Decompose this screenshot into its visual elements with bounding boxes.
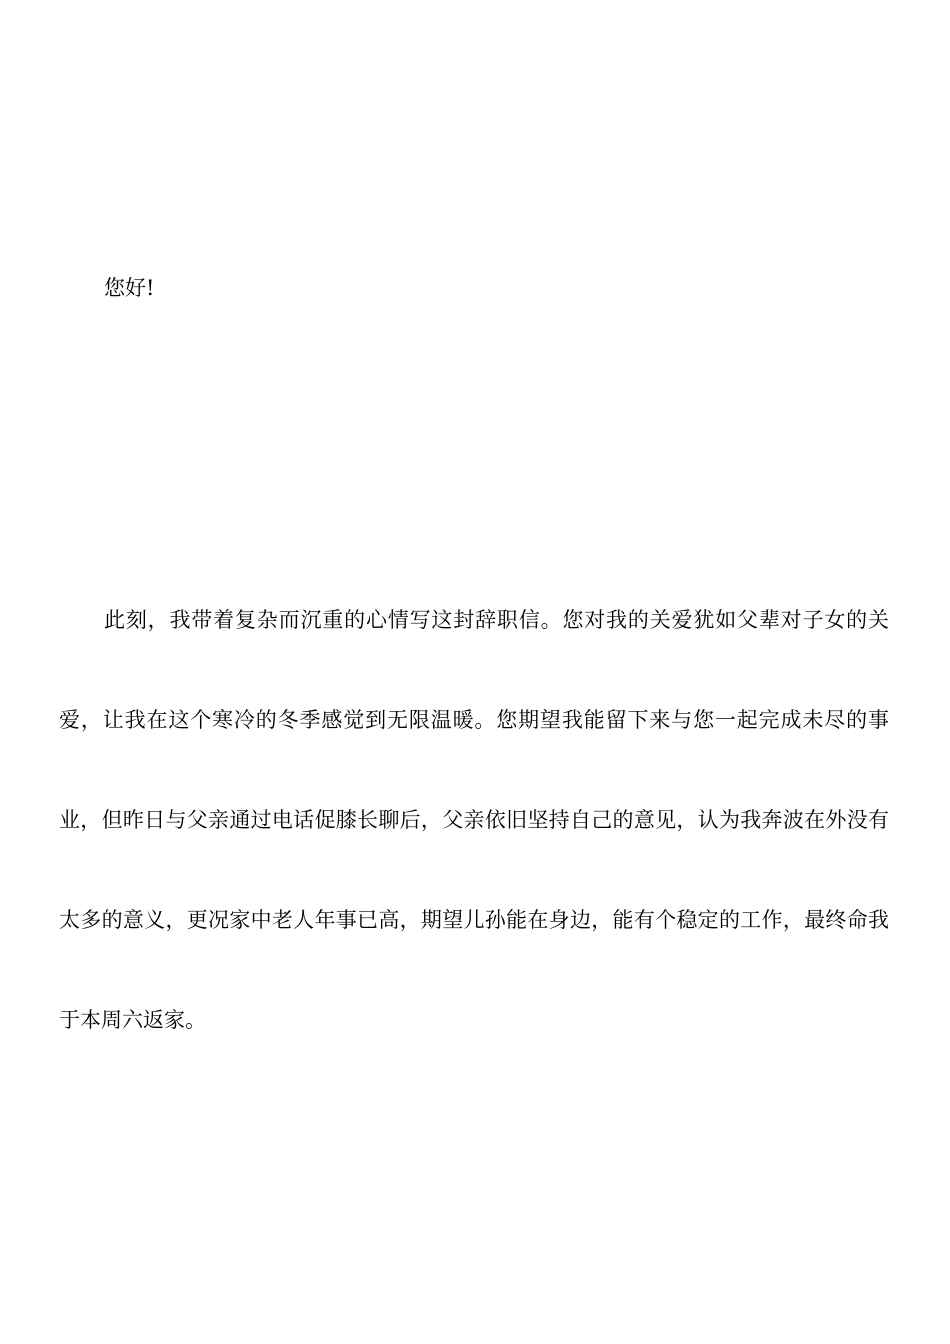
letter-greeting: 您好! — [104, 276, 155, 300]
letter-paragraph: 此刻，我带着复杂而沉重的心情写这封辞职信。您对我的关爱犹如父辈对子女的关爱，让我在这个寒冷的冬季感觉到无限温暖。您期望我能留下来与您一起完成未尽的事业，但昨日与父亲通过电话促膝长聊后，父亲依旧坚持自己的意见，认为我奔波在外没有太多的意义，更况家中老人年事已高，期望儿孙能在身边，能有个稳定的工作，最终命我于本周六返家。 — [59, 608, 889, 1032]
